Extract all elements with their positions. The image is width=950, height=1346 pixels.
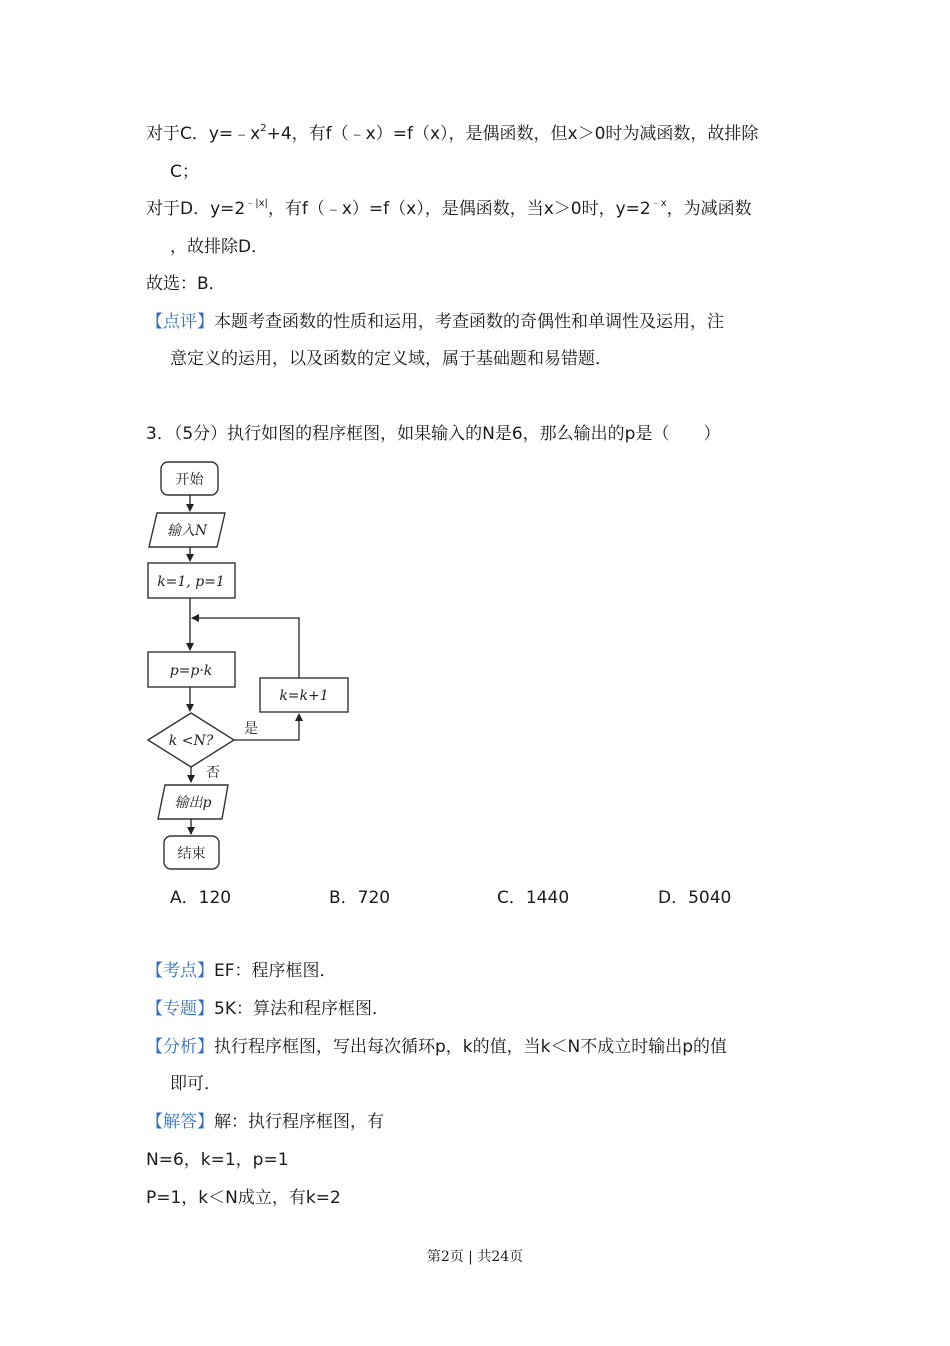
condition-label: k <N?: [168, 733, 214, 749]
kaodian-line: 【考点】EF：程序框图．: [146, 961, 337, 981]
solution-step2: P=1，k＜N成立，有k=2: [146, 1188, 341, 1208]
no-label: 否: [206, 765, 220, 781]
choice-d: D．5040: [658, 888, 732, 908]
input-label: 输入N: [166, 523, 208, 539]
yes-label: 是: [244, 721, 258, 737]
jieda-line: 【解答】解：执行程序框图，有: [146, 1112, 384, 1132]
fenxi-line2: 即可．: [170, 1074, 221, 1094]
solution-step1: N=6，k=1，p=1: [146, 1150, 289, 1170]
kaodian-tag: 【考点】: [146, 961, 214, 981]
fenxi-line1: 【分析】执行程序框图，写出每次循环p，k的值，当k＜N不成立时输出p的值: [146, 1037, 727, 1057]
solution-d-line1: 对于D．$y=2^{﹣|x|}$，有f（﹣x）=f（x），是偶函数，当x＞0时，$y=2^{﹣x}$，为减函数: [146, 198, 752, 219]
page-footer: 第2页 | 共24页: [426, 1249, 524, 1265]
start-label: 开始: [175, 472, 204, 488]
multiply-label: p=p·k: [169, 663, 213, 679]
program-flowchart: [140, 455, 370, 875]
zhuanti-line: 【专题】5K：算法和程序框图．: [146, 999, 389, 1019]
choice-a: A．120: [170, 888, 232, 908]
output-label: 输出p: [174, 795, 212, 811]
init-label: k=1, p=1: [157, 574, 225, 590]
solution-d-line2: ，故排除D．: [170, 237, 269, 257]
jieda-tag: 【解答】: [146, 1112, 214, 1132]
zhuanti-tag: 【专题】: [146, 999, 214, 1019]
comment-tag: 【点评】: [146, 312, 214, 332]
choice-c: C．1440: [497, 888, 570, 908]
end-label: 结束: [177, 846, 206, 862]
solution-c-line1: 对于C．$y=﹣x^2+4$，有f（﹣x）=f（x），是偶函数，但x＞0时为减函数，故排除: [146, 123, 759, 144]
question-stem: 3．（5分）执行如图的程序框图，如果输入的N是6，那么输出的p是（ ）: [146, 424, 721, 444]
comment-line2: 意定义的运用，以及函数的定义域，属于基础题和易错题．: [170, 349, 612, 369]
solution-answer: 故选：B．: [146, 274, 226, 294]
increment-label: k=k+1: [279, 688, 329, 704]
comment-line1: 【点评】本题考查函数的性质和运用，考查函数的奇偶性和单调性及运用，注: [146, 312, 724, 332]
fenxi-tag: 【分析】: [146, 1037, 214, 1057]
solution-c-line2: C；: [170, 162, 199, 182]
choice-b: B．720: [329, 888, 391, 908]
